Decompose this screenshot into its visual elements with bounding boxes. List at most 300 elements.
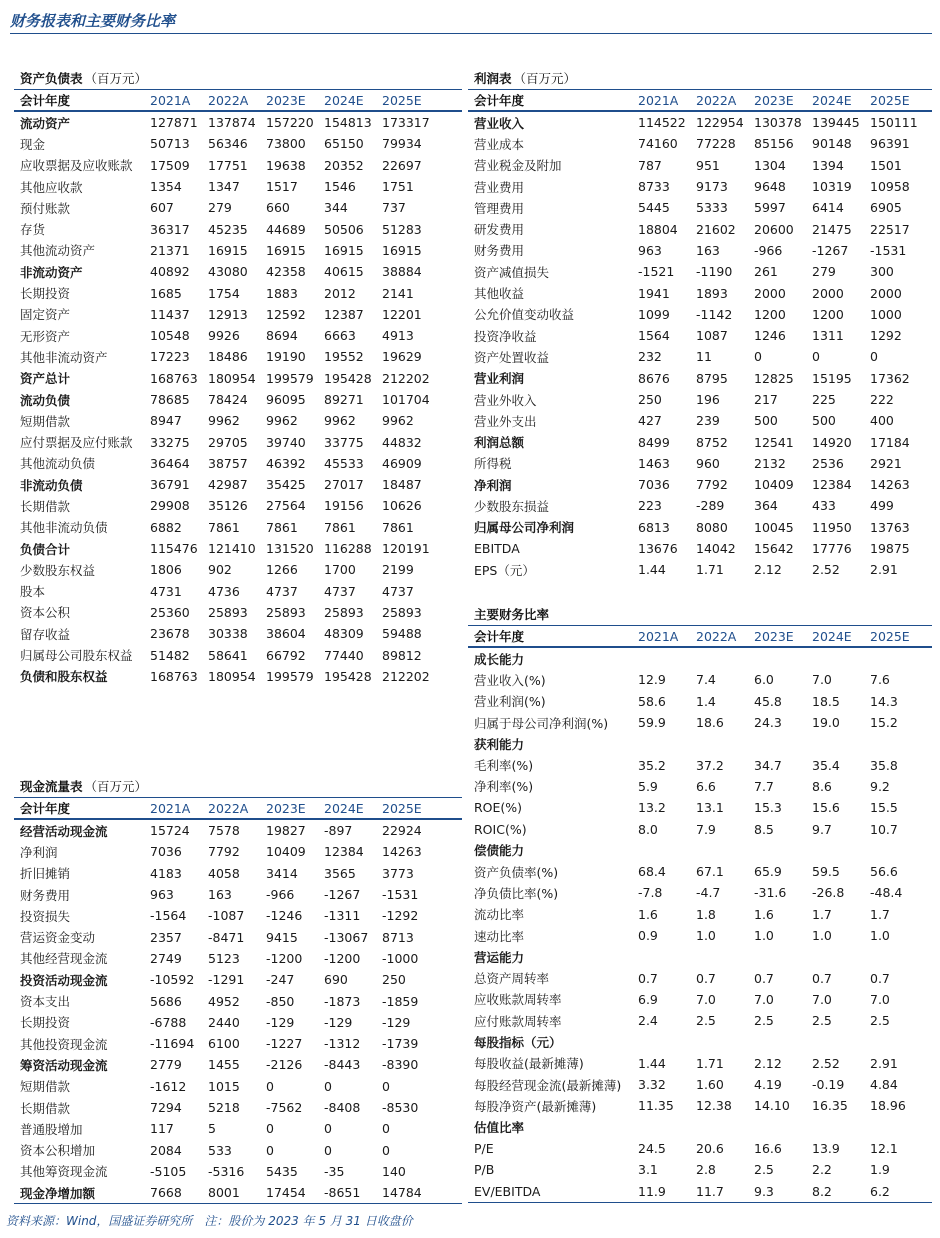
row-label: 少数股东损益 [474,498,550,514]
cell-value: 7036 [150,844,182,860]
table-row [14,474,462,495]
cell-value: 180954 [208,668,256,684]
cell-value: 10626 [382,498,422,514]
cell-value: 96391 [870,136,910,152]
row-label: 其他经营现金流 [20,951,108,967]
cell-value: -1267 [324,887,361,903]
cell-value: 18.5 [812,693,840,709]
cell-value: 11.35 [638,1098,674,1114]
cell-value: 6.0 [754,672,774,688]
cell-value: 14784 [382,1182,462,1204]
row-label: 营业外收入 [474,392,537,408]
cell-value: 2084 [150,1142,182,1158]
cell-value [870,946,932,967]
table-row [468,474,932,495]
row-label: 少数股东权益 [20,562,96,578]
cell-value: 22517 [870,221,910,237]
table-row [468,1053,932,1074]
cell-value: -7562 [266,1100,303,1115]
cell-value: 7294 [150,1100,182,1115]
cell-value: 35126 [208,498,248,514]
table-row [468,1138,932,1159]
cell-value: 0.9 [638,928,658,943]
cell-value: -1087 [208,908,245,924]
cell-value: 279 [812,264,836,280]
cell-value: 2.5 [754,1013,774,1029]
cell-value: 8.0 [638,821,658,837]
cell-value: 45235 [208,221,248,237]
year-header: 2021A [638,626,696,647]
cell-value: 232 [638,349,662,365]
cell-value: 23678 [150,626,190,642]
cell-value: 2141 [382,285,414,301]
cell-value: 51283 [382,221,422,237]
table-row [468,882,932,903]
cell-value: 7.0 [754,991,774,1007]
cell-value: 3.32 [638,1077,666,1093]
cell-value: 196 [696,392,720,407]
cell-value: 1266 [266,562,298,578]
cell-value: 2357 [150,929,182,945]
table-row [14,261,462,282]
year-header: 2021A [638,90,696,111]
cell-value: 6813 [638,519,670,535]
cell-value: 19156 [324,498,364,514]
cell-value: 139445 [812,115,860,131]
cell-value: -1000 [382,950,419,966]
cell-value: 1.44 [638,562,666,578]
row-label: EPS（元） [474,562,535,578]
table-row [468,325,932,346]
cell-value: 7578 [208,823,240,839]
table-row [468,1031,932,1052]
cell-value: 6100 [208,1036,240,1052]
cell-value: 35.8 [870,757,898,773]
cell-value: 250 [638,392,662,407]
cell-value: 0.7 [870,970,890,986]
cell-value: 154813 [324,115,372,131]
cell-value: 25893 [266,604,306,620]
cell-value: 16915 [266,242,306,258]
row-label: 净利润 [474,477,512,493]
cell-value: 131520 [266,541,314,557]
ratios-table [468,626,932,1203]
cell-value: -1531 [870,242,907,258]
cell-value: 14920 [812,434,852,450]
cell-value [754,946,812,967]
cell-value: 2536 [812,455,844,471]
cell-value: 7792 [696,477,728,493]
cell-value: -1564 [150,908,187,924]
table-row [14,1139,462,1160]
cell-value: 433 [812,498,836,514]
row-label: 其他流动资产 [20,243,96,259]
table-row [14,990,462,1011]
cell-value: 19.0 [812,715,840,731]
year-header: 2022A [696,626,754,647]
table-row [468,647,932,669]
ratios-section [468,604,932,1203]
cell-value: 10409 [754,477,794,493]
cell-value [696,733,754,754]
cell-value: -1246 [266,908,303,924]
row-label: 非流动负债 [20,477,83,493]
year-header: 2023E [266,90,324,111]
row-label: 营业利润(%) [474,694,546,710]
income-statement-table [468,90,932,581]
cell-value: 12541 [754,434,794,450]
cell-value: 74160 [638,136,678,152]
header-label: 会计年度 [14,90,150,111]
row-label: 短期借款 [20,1079,71,1095]
cell-value: 400 [870,413,894,429]
cell-value: 39740 [266,434,306,450]
row-label: 长期投资 [20,1015,71,1031]
cell-value: -8443 [324,1057,361,1073]
cell-value: 5686 [150,993,182,1009]
cell-value: 68.4 [638,864,666,880]
cell-value: 12.38 [696,1098,732,1114]
table-row [14,1012,462,1033]
cell-value: 29705 [208,434,248,450]
cell-value: 44832 [382,434,422,450]
cell-value: 0 [382,1078,390,1094]
cell-value: 14.10 [754,1098,790,1114]
cell-value: 607 [150,200,174,216]
cell-value: 0 [382,1142,390,1158]
cell-value: 2.5 [696,1013,716,1029]
cell-value: 8795 [696,370,728,386]
cell-value: -1612 [150,1078,187,1094]
cell-value: 25893 [382,604,422,620]
cell-value: 1455 [208,1057,240,1073]
cell-value: 344 [324,200,348,216]
cell-value: 19190 [266,349,306,365]
table-row [14,1097,462,1118]
ratios-title-text: 主要财务比率 [474,607,550,622]
cell-value: 1.9 [870,1162,890,1178]
income-statement-title-text: 利润表 [474,71,512,86]
cell-value: 5997 [754,200,786,216]
row-label: 应付账款周转率 [474,1013,562,1029]
cell-value: 1883 [266,285,298,301]
cell-value: 51482 [150,647,190,663]
cell-value: 25893 [208,604,248,620]
cell-value: 157220 [266,115,314,131]
table-header-row [468,626,932,647]
cell-value: 0 [324,1121,332,1137]
table-row [468,925,932,946]
cell-value: 1806 [150,562,182,578]
cell-value: 8752 [696,434,728,450]
cell-value: 30338 [208,626,248,642]
table-row [468,538,932,559]
cell-value: 902 [208,562,232,578]
table-row [14,197,462,218]
cell-value: 36464 [150,455,190,471]
table-row [468,197,932,218]
row-label: 净利率(%) [474,779,534,795]
table-row [14,431,462,452]
cell-value: 120191 [382,541,430,557]
cell-value: 0 [812,349,820,365]
cell-value: 250 [382,972,406,988]
cell-value [812,840,870,861]
table-row [14,884,462,905]
cell-value: -11694 [150,1036,195,1052]
table-row [14,1161,462,1182]
cell-value: -8471 [208,929,245,945]
table-row [468,1180,932,1202]
cell-value: 4737 [324,583,356,599]
row-label: 所得税 [474,456,512,472]
row-label: 净利润 [20,844,58,860]
cell-value: 17223 [150,349,190,365]
cell-value: 7036 [638,477,670,493]
cell-value: 0 [266,1078,274,1094]
cell-value: 8947 [150,413,182,429]
table-row [14,581,462,602]
cell-value: 59.5 [812,864,840,880]
cell-value: 9962 [324,413,356,429]
cell-value: 0.7 [696,970,716,986]
cell-value: -1311 [324,908,361,924]
cell-value: 14.3 [870,693,898,709]
cell-value: 115476 [150,541,198,557]
cell-value [696,1031,754,1052]
cell-value: 6882 [150,519,182,535]
cell-value: 1292 [870,328,902,344]
row-label: 无形资产 [20,328,71,344]
row-label: 财务费用 [20,887,71,903]
table-row [14,1054,462,1075]
row-label: 投资净收益 [474,328,537,344]
cell-value: 42358 [266,264,306,280]
row-label: 营业收入 [474,115,525,131]
year-header: 2023E [754,90,812,111]
row-label: 归属母公司净利润 [474,520,575,536]
cell-value: 38604 [266,626,306,642]
cell-value: 1700 [324,562,356,578]
table-row [468,410,932,431]
cell-value: -1200 [266,950,303,966]
row-label: 其他流动负债 [20,456,96,472]
table-row [14,218,462,239]
cell-value: 5218 [208,1100,240,1115]
year-header: 2022A [208,90,266,111]
cell-value: 1546 [324,179,356,195]
row-label: 获利能力 [474,736,525,752]
cell-value: 15195 [812,370,852,386]
row-label: 其他筹资现金流 [20,1164,108,1180]
table-row [468,261,932,282]
row-label: 营运资金变动 [20,930,96,946]
cell-value: -1312 [324,1036,361,1052]
cell-value: 36791 [150,477,190,493]
row-label: 流动比率 [474,907,525,923]
table-row [468,1010,932,1031]
cell-value: 12913 [208,306,248,322]
cell-value: 963 [150,887,174,903]
cell-value [754,840,812,861]
cell-value [696,1117,754,1138]
cell-value: 8733 [638,179,670,195]
cell-value: 0.7 [812,970,832,986]
cell-value: 11 [696,349,712,365]
cell-value: 16915 [208,242,248,258]
table-row [468,176,932,197]
cell-value: 500 [812,413,836,429]
cell-value: 10319 [812,179,852,195]
table-row [468,111,932,133]
cell-value: 199579 [266,370,314,386]
cell-value [638,946,696,967]
cell-value: 18.96 [870,1098,906,1114]
cell-value: 1099 [638,306,670,322]
cell-value: 4058 [208,865,240,881]
cell-value: 27017 [324,477,364,493]
row-label: 利润总额 [474,435,525,451]
cell-value: 8499 [638,434,670,450]
row-label: 现金 [20,136,46,152]
cell-value: 0 [870,349,878,365]
cell-value: -8651 [324,1182,382,1204]
cell-value: 16915 [324,242,364,258]
cell-value: -1521 [638,264,675,280]
table-row [14,666,462,687]
cell-value [696,946,754,967]
cell-value [638,733,696,754]
cell-value: 2.91 [870,1055,898,1071]
cell-value: 117 [150,1121,174,1137]
row-label: 毛利率(%) [474,758,534,774]
cash-flow-title-text: 现金流量表 [20,779,83,794]
cell-value: 239 [696,413,720,429]
table-row [14,1076,462,1097]
cell-value: 5.9 [638,778,658,794]
cell-value: 10.7 [870,821,898,837]
cell-value [696,647,754,669]
cell-value: 499 [870,498,894,514]
cell-value: 217 [754,392,778,407]
cell-value: 12384 [812,477,852,493]
cell-value: 7.0 [812,991,832,1007]
row-label: 资本支出 [20,994,71,1010]
cell-value: 65150 [324,136,364,152]
cell-value: 2000 [754,285,786,301]
cell-value: 2921 [870,455,902,471]
cell-value: 173317 [382,115,430,131]
cell-value: 1087 [696,328,728,344]
cell-value: -1292 [382,908,419,924]
cell-value: 13.1 [696,800,724,816]
cell-value: 130378 [754,115,802,131]
cell-value: 29908 [150,498,190,514]
table-row [14,905,462,926]
table-row [468,754,932,775]
table-row [468,240,932,261]
cell-value: -129 [266,1014,295,1030]
cell-value: 59.9 [638,715,666,731]
cell-value: 35425 [266,477,306,493]
cell-value: 40615 [324,264,364,280]
cell-value: 10958 [870,179,910,195]
cell-value [754,647,812,669]
cell-value: -7.8 [638,885,663,901]
cell-value: 1.6 [754,906,774,922]
cell-value: 8080 [696,519,728,535]
row-label: 经营活动现金流 [20,823,108,839]
row-label: 资本公积 [20,605,71,621]
cell-value: 1501 [870,157,902,173]
cell-value: 65.9 [754,864,782,880]
table-row [468,304,932,325]
cell-value: 1.6 [638,906,658,922]
cell-value: 33775 [324,434,364,450]
cell-value: 7.6 [870,672,890,688]
income-statement-unit: （百万元） [513,71,577,86]
cell-value: 9962 [382,413,414,429]
cell-value: 15.5 [870,800,898,816]
cell-value: 8694 [266,328,298,344]
row-label: 折旧摊销 [20,866,71,882]
cell-value: 1754 [208,285,240,301]
cell-value: 364 [754,498,778,514]
cell-value: 500 [754,413,778,429]
cell-value: 38884 [382,264,422,280]
table-row [468,1074,932,1095]
row-label: 其他应收款 [20,179,83,195]
cell-value: 787 [638,157,662,173]
table-row [468,1117,932,1138]
table-row [468,967,932,988]
cell-value: 20600 [754,221,794,237]
row-label: P/E [474,1140,494,1156]
row-label: 现金净增加额 [14,1182,150,1204]
table-row [468,559,932,580]
cell-value: 46392 [266,455,306,471]
cell-value: 4731 [150,583,182,599]
cell-value: 20352 [324,157,364,173]
row-label: P/B [474,1162,495,1178]
ratios-title [468,604,932,626]
cell-value: 2440 [208,1014,240,1030]
cell-value: 2.52 [812,1055,840,1071]
cell-value: 9962 [266,413,298,429]
row-label: 筹资活动现金流 [20,1057,108,1073]
cell-value: 2.91 [870,562,898,578]
cell-value: 13.9 [812,1140,840,1156]
cell-value: 1000 [870,306,902,322]
cell-value [812,1031,870,1052]
year-header: 2022A [696,90,754,111]
cell-value [812,647,870,669]
cash-flow-section [14,776,462,1204]
cell-value: 22924 [382,823,422,839]
table-row [14,969,462,990]
cell-value: 4183 [150,865,182,881]
table-row [14,155,462,176]
table-row [468,1159,932,1180]
cell-value: 199579 [266,668,314,684]
cell-value: 660 [266,200,290,216]
cell-value: 0 [382,1121,390,1137]
cell-value: 5123 [208,950,240,966]
table-row [14,644,462,665]
cell-value: 50506 [324,221,364,237]
cell-value: 16.6 [754,1140,782,1156]
table-row [468,797,932,818]
